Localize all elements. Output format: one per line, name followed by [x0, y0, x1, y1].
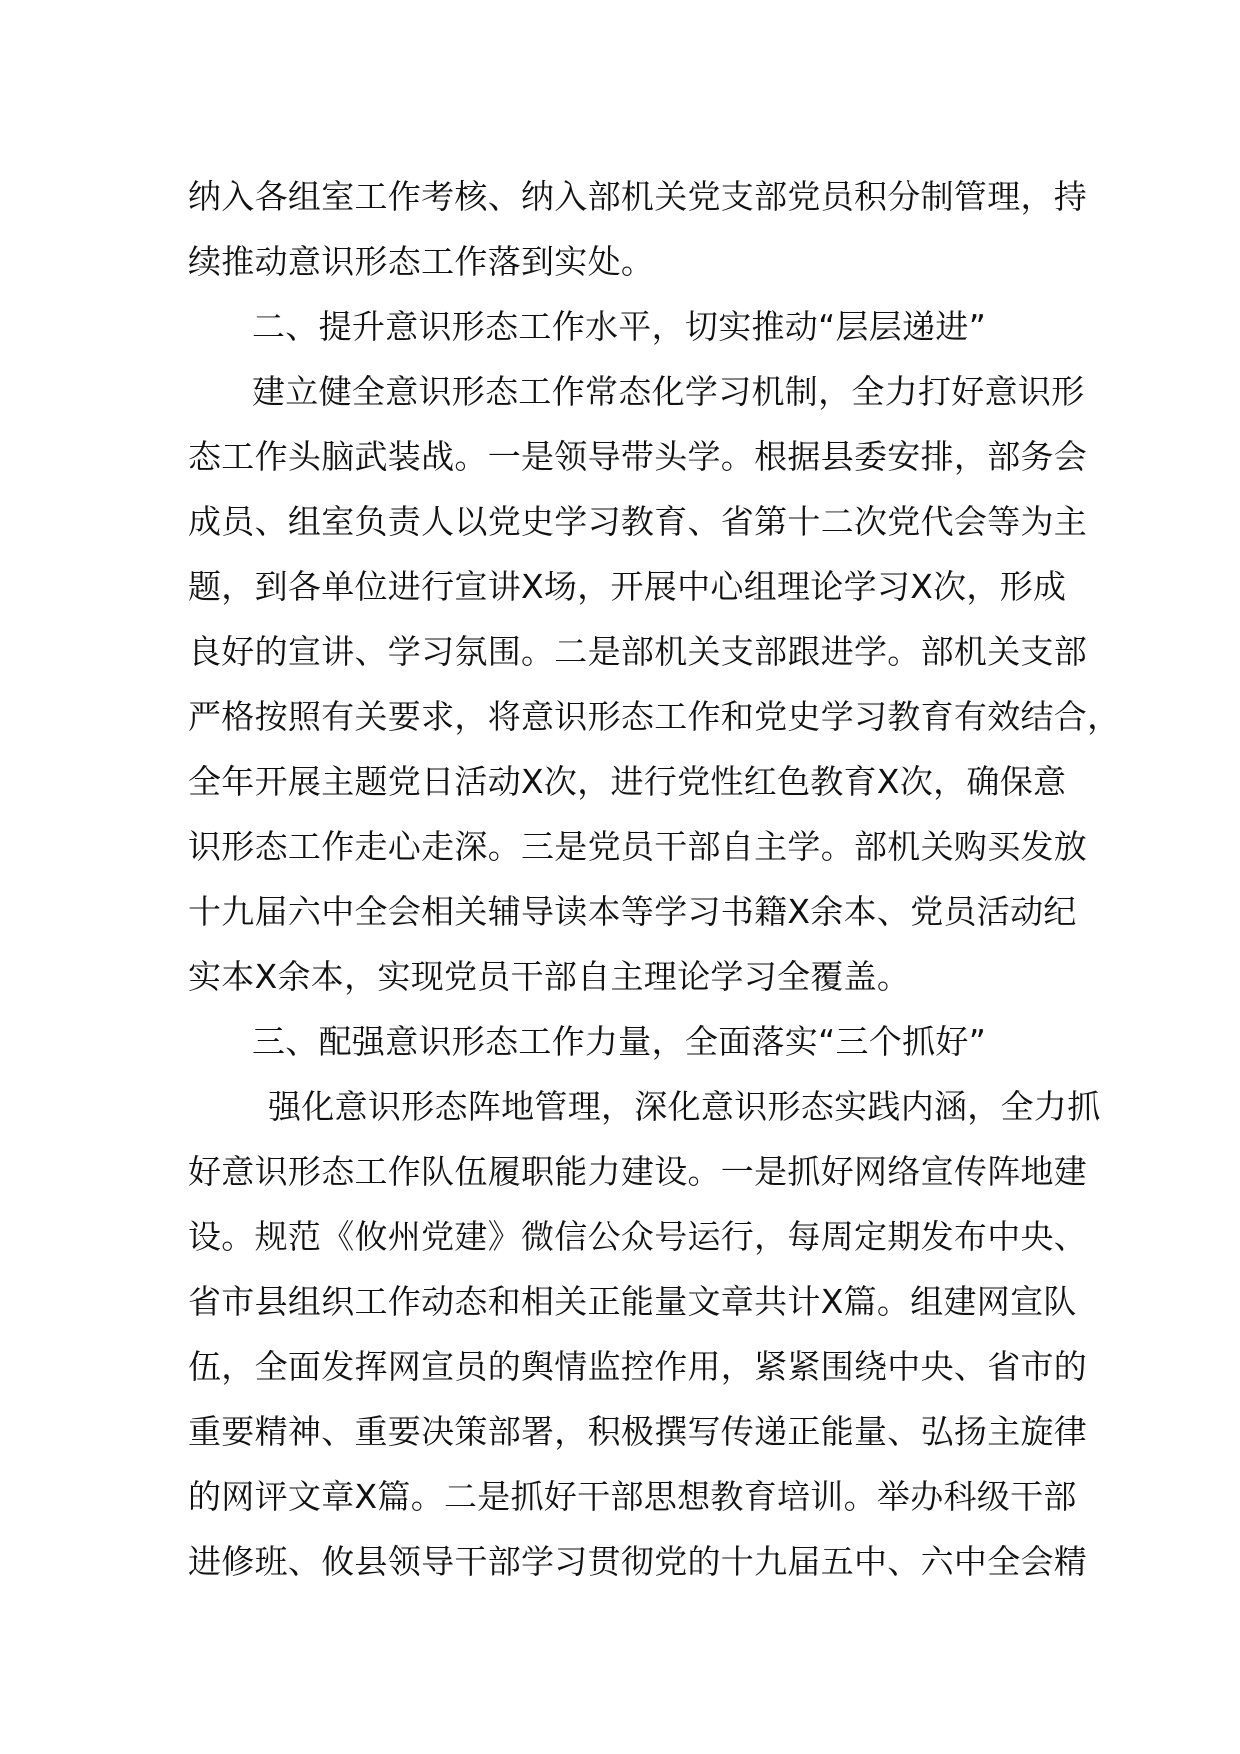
section-heading-2: 二、提升意识形态工作水平，切实推动“层层递进”	[252, 307, 987, 346]
text-line: 重要精神、重要决策部署，积极撰写传递正能量、弘扬主旋律	[188, 1412, 1088, 1451]
text-line: 十九届六中全会相关辅导读本等学习书籍X余本、党员活动纪	[188, 892, 1077, 931]
text-line: 续推动意识形态工作落到实处。	[188, 242, 655, 281]
text-line: 成员、组室负责人以党史学习教育、省第十二次党代会等为主	[188, 502, 1088, 541]
text-line: 态工作头脑武装战。一是领导带头学。根据县委安排，部务会	[188, 437, 1088, 476]
text-line: 建立健全意识形态工作常态化学习机制，全力打好意识形	[252, 372, 1085, 411]
text-line: 强化意识形态阵地管理，深化意识形态实践内涵，全力抓	[268, 1087, 1101, 1126]
text-line: 题，到各单位进行宣讲X场，开展中心组理论学习X次，形成	[188, 567, 1067, 606]
text-line: 实本X余本，实现党员干部自主理论学习全覆盖。	[188, 957, 911, 996]
text-line: 设。规范《攸州党建》微信公众号运行，每周定期发布中央、	[188, 1217, 1088, 1256]
text-line: 识形态工作走心走深。三是党员干部自主学。部机关购买发放	[188, 827, 1088, 866]
text-line: 良好的宣讲、学习氛围。二是部机关支部跟进学。部机关支部	[188, 632, 1088, 671]
text-line: 伍，全面发挥网宣员的舆情监控作用，紧紧围绕中央、省市的	[188, 1347, 1088, 1386]
text-line: 进修班、攸县领导干部学习贯彻党的十九届五中、六中全会精	[188, 1542, 1088, 1581]
text-line: 严格按照有关要求，将意识形态工作和党史学习教育有效结合，	[188, 697, 1121, 736]
text-line: 纳入各组室工作考核、纳入部机关党支部党员积分制管理，持	[188, 177, 1088, 216]
text-line: 全年开展主题党日活动X次，进行党性红色教育X次，确保意	[188, 762, 1067, 801]
text-line: 省市县组织工作动态和相关正能量文章共计X篇。组建网宣队	[188, 1282, 1077, 1321]
body-text	[188, 164, 1121, 1594]
text-line: 的网评文章X篇。二是抓好干部思想教育培训。举办科级干部	[188, 1477, 1077, 1516]
text-line: 好意识形态工作队伍履职能力建设。一是抓好网络宣传阵地建	[188, 1152, 1088, 1191]
section-heading-3: 三、配强意识形态工作力量，全面落实“三个抓好”	[252, 1022, 987, 1061]
